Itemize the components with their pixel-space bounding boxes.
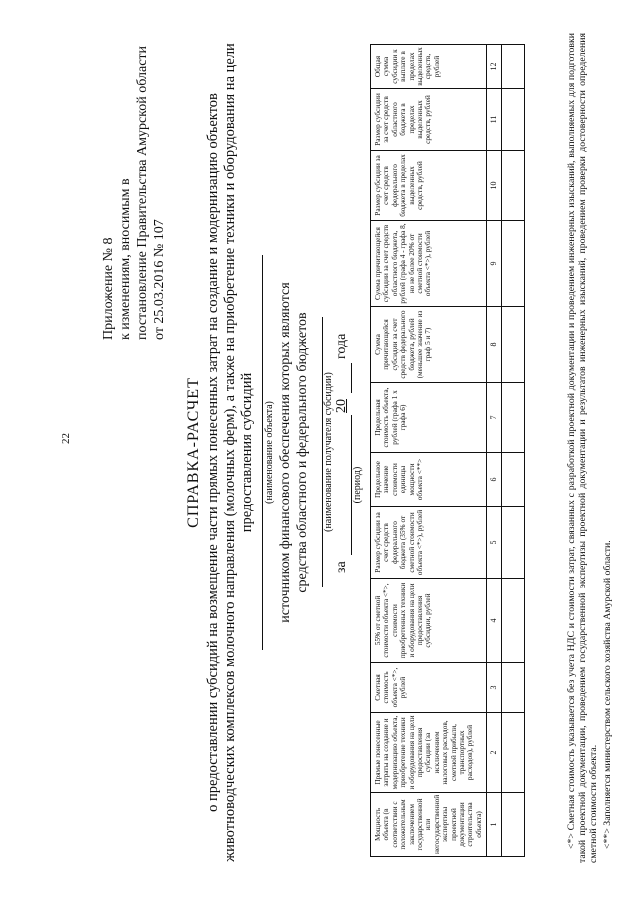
appendix-block — [100, 40, 168, 340]
recipient-name-caption: (наименование получателя субсидии) — [323, 372, 334, 532]
column-number-8: 8 — [487, 307, 502, 383]
period-year-line — [351, 363, 352, 393]
header-cell-5: Размер субсидии за счет средств федерального бюджета (35% от сметной стоимости объекта <*>), рублей — [371, 507, 487, 579]
object-name-caption: (наименование объекта) — [264, 401, 275, 504]
table-header-row — [371, 45, 487, 857]
column-number-5: 5 — [487, 507, 502, 579]
header-cell-7: Предельная стоимость объекта, рублей (графа 1 x графа 6) — [371, 383, 487, 453]
column-number-11: 11 — [487, 89, 502, 151]
page-number: 22 — [60, 433, 72, 444]
empty-cell — [502, 151, 525, 221]
period-caption: (период) — [352, 466, 363, 504]
document-subtitle: о предоставлении субсидий на возмещение части прямых понесенных затрат на создание и модернизацию объектов животноводческих комплексов молочного направления (молочных ферм), а также на приобретение техники и оборудования на цели предоставления субсидий — [205, 43, 255, 862]
appendix-line-3: постановление Правительства Амурской области — [135, 45, 150, 340]
column-number-2: 2 — [487, 713, 502, 793]
header-cell-11: Размер субсидии за счет средств областного бюджета в пределах выделенных средств, рублей — [371, 89, 487, 151]
column-number-12: 12 — [487, 45, 502, 89]
header-cell-10: Размер субсидии за счет средств федерального бюджета в пределах выделенных средств, рублей — [371, 151, 487, 221]
funding-line-1: источником финансового обеспечения которых являются — [278, 282, 293, 623]
footnote-ministry: <**> Заполняется министерством сельского хозяйства Амурской области. — [602, 540, 613, 849]
object-name-line — [262, 255, 263, 650]
column-number-10: 10 — [487, 151, 502, 221]
column-number-9: 9 — [487, 221, 502, 307]
empty-cell — [502, 663, 525, 713]
table-number-row — [487, 45, 502, 857]
period-prefix: за — [334, 561, 349, 573]
header-cell-4: 55% от сметной стоимости объекта <*>, стоимости приобретенных техники и оборудования на цели предоставления субсидии, рублей — [371, 579, 487, 663]
header-cell-9: Сумма причитающейся субсидии за счет средств областного бюджета, рублей (графа 4 - графа 8, но не более 20% от сметной стоимости объекта <*>), рублей — [371, 221, 487, 307]
empty-cell — [502, 453, 525, 507]
header-cell-2: Прямые понесенные затраты на создание и модернизацию объекта, приобретение техники и оборудования на цели предоставления субсидии (за исключением налоговых расходов, сметной прибыли, транспортных расходов), рублей — [371, 713, 487, 793]
column-number-3: 3 — [487, 663, 502, 713]
appendix-line-2: к изменениям, вносимым в — [118, 178, 133, 340]
period-year-prefix: 20 — [334, 399, 349, 413]
header-cell-8: Сумма причитающейся субсидии за счет средств федерального бюджета, рублей (меньшее значение из граф 5 и 7) — [371, 307, 487, 383]
column-number-1: 1 — [487, 793, 502, 857]
empty-cell — [502, 89, 525, 151]
column-number-4: 4 — [487, 579, 502, 663]
header-cell-6: Предельное значение стоимости единицы мощности объекта <**> — [371, 453, 487, 507]
empty-cell — [502, 221, 525, 307]
period-year-suffix: года — [334, 333, 349, 359]
appendix-line-1: Приложение № 8 — [101, 237, 116, 340]
footnote-estimated-cost: <*> Сметная стоимость указывается без учета НДС и стоимости затрат, связанных с разработкой проектной документации и проведением инженерных изысканий, выполняемых для подготовки такой проектной документации, проведением государственной экспертизы проектной документации и результатов инженерных изысканий, проведением проверки достоверности определения сметной стоимости объекта. — [566, 33, 600, 863]
subsidy-calculation-table — [370, 44, 525, 857]
header-cell-3: Сметная стоимость объекта <*>, рублей — [371, 663, 487, 713]
document-title: СПРАВКА-РАСЧЕТ — [185, 377, 202, 528]
empty-cell — [502, 507, 525, 579]
column-number-6: 6 — [487, 453, 502, 507]
table-empty-row — [502, 45, 525, 857]
empty-cell — [502, 45, 525, 89]
empty-cell — [502, 713, 525, 793]
header-cell-12: Общая сумма субсидии к выплате в пределах выделенных средств, рублей — [371, 45, 487, 89]
empty-cell — [502, 307, 525, 383]
appendix-line-4: от 25.03.2016 № 107 — [152, 219, 167, 340]
empty-cell — [502, 383, 525, 453]
funding-line-2: средства областного и федерального бюджетов — [295, 312, 310, 593]
header-cell-1: Мощность объекта (в соответствии с положительным заключением государственной или негосударственной экспертизы проектной документации строительства объекта) — [371, 793, 487, 857]
empty-cell — [502, 793, 525, 857]
empty-cell — [502, 579, 525, 663]
column-number-7: 7 — [487, 383, 502, 453]
